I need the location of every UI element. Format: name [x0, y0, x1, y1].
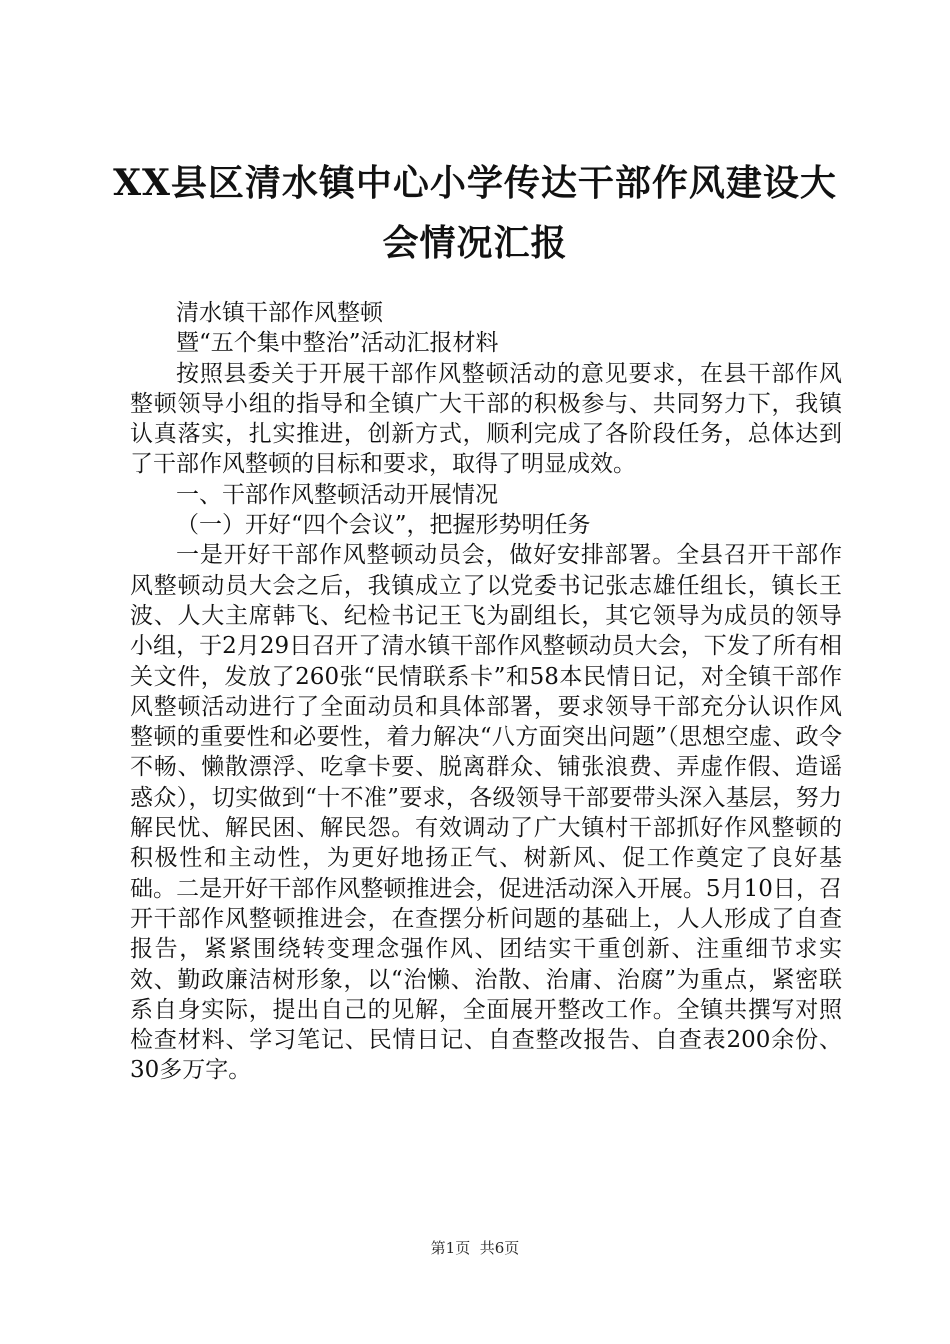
subtitle-line-2: 暨“五个集中整治”活动汇报材料 — [176, 330, 499, 357]
document-title-line-1: XX县区清水镇中心小学传达干部作风建设大 — [113, 162, 837, 204]
subtitle-line-1: 清水镇干部作风整顿 — [176, 300, 383, 326]
page-number: 第1页 — [430, 1239, 471, 1257]
page-total: 共6页 — [479, 1239, 520, 1257]
document-title-line-2: 会情况汇报 — [382, 222, 568, 264]
intro-paragraph: 按照县委关于开展干部作风整顿活动的意见要求，在县干部作风整顿领导小组的指导和全镇广大干部的积极参与、共同努力下，我镇认真落实，扎实推进，创新方式，顺利完成了各阶段任务，总体达到了干部作风整顿的目标和要求，取得了明显成效。 — [130, 360, 842, 478]
section-heading-1: 一、干部作风整顿活动开展情况 — [176, 481, 498, 508]
subsection-heading-1: （一）开好“四个会议”，把握形势明任务 — [176, 512, 591, 539]
page-footer — [0, 1238, 950, 1258]
document-body — [130, 298, 842, 1086]
body-paragraph: 一是开好干部作风整顿动员会，做好安排部署。全县召开干部作风整顿动员大会之后，我镇成立了以党委书记张志雄任组长，镇长王波、人大主席韩飞、纪检书记王飞为副组长，其它领导为成员的领导小组，于2月29日召开了清水镇干部作风整顿动员大会，下发了所有相关文件，发放了260张“民情联系卡”和58本民情日记，对全镇干部作风整顿活动进行了全面动员和具体部署，要求领导干部充分认识作风整顿的重要性和必要性，着力解决“八方面突出问题”（思想空虚、政令不畅、懒散漂浮、吃拿卡要、脱离群众、铺张浪费、弄虚作假、造谣惑众），切实做到“十不准”要求，各级领导干部要带头深入基层，努力解民忧、解民困、解民怨。有效调动了广大镇村干部抓好作风整顿的积极性和主动性，为更好地扬正气、树新风、促工作奠定了良好基础。二是开好干部作风整顿推进会，促进活动深入开展。5月10日，召开干部作风整顿推进会，在查摆分析问题的基础上，人人形成了自查报告，紧紧围绕转变理念强作风、团结实干重创新、注重细节求实效、勤政廉洁树形象，以“治懒、治散、治庸、治腐”为重点，紧密联系自身实际，提出自己的见解，全面展开整改工作。全镇共撰写对照检查材料、学习笔记、民情日记、自查整改报告、自查表200余份、30多万字。 — [130, 542, 842, 1084]
